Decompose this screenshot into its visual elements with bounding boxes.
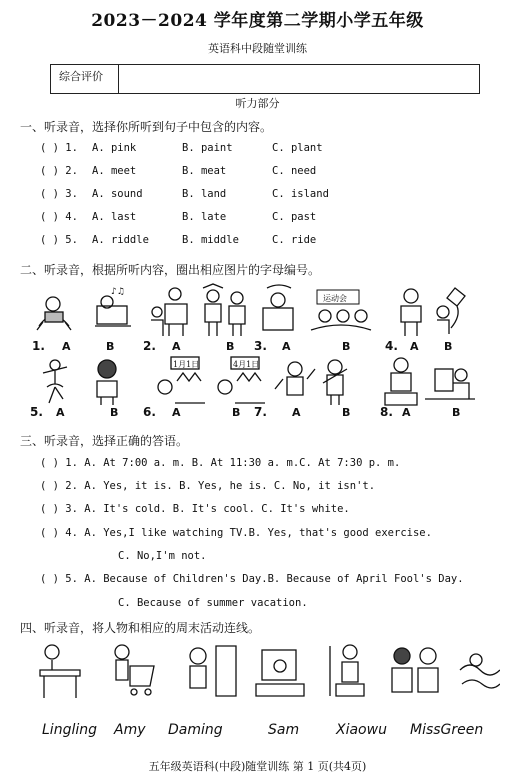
person-name: MissGreen <box>410 722 484 738</box>
section-label: 听力部分 <box>235 97 280 110</box>
part3-line: C. No,I'm not. <box>118 550 207 562</box>
picture-strip-2 <box>25 353 485 411</box>
option-a: A. sound <box>92 188 143 200</box>
picture-choice-letter[interactable]: A <box>402 406 411 419</box>
question-number[interactable]: ( ) 1. <box>40 142 78 154</box>
option-c: C. ride <box>272 234 317 246</box>
evaluation-field[interactable] <box>119 65 479 93</box>
part3-heading: 三、听录音，选择正确的答语。 <box>20 434 189 448</box>
picture-question-number: 4. <box>385 339 398 353</box>
picture-question-number: 3. <box>254 339 267 353</box>
picture-choice-letter[interactable]: A <box>62 340 71 353</box>
page-footer: 五年级英语科(中段)随堂训练 第 1 页(共4页) <box>148 760 367 773</box>
option-c: C. past <box>272 211 317 223</box>
person-name: Daming <box>168 722 223 738</box>
part3-line: ( ) 3. A. It's cold. B. It's cool. C. It's white. <box>40 503 350 515</box>
person-name: Xiaowu <box>336 722 387 738</box>
picture-choice-letter[interactable]: B <box>232 406 241 419</box>
date-sign-1: 1月1日 <box>173 360 200 369</box>
question-number[interactable]: ( ) 5. <box>40 234 78 246</box>
picture-choice-letter[interactable]: B <box>444 340 453 353</box>
picture-choice-letter[interactable]: B <box>452 406 461 419</box>
picture-choice-letter[interactable]: B <box>226 340 235 353</box>
part2-row2-pictures <box>25 353 485 411</box>
picture-choice-letter[interactable]: A <box>172 406 181 419</box>
picture-choice-letter[interactable]: A <box>282 340 291 353</box>
option-c: C. plant <box>272 142 323 154</box>
part3-line: C. Because of summer vacation. <box>118 597 308 609</box>
person-name: Lingling <box>42 722 97 738</box>
picture-question-number: 7. <box>254 405 267 419</box>
part3-line: ( ) 5. A. Because of Children's Day.B. Because of April Fool's Day. <box>40 573 464 585</box>
option-a: A. meet <box>92 165 137 177</box>
picture-question-number: 5. <box>30 405 43 419</box>
part4-pictures <box>30 640 500 704</box>
option-b: B. paint <box>182 142 233 154</box>
evaluation-label: 综合评价 <box>51 65 119 93</box>
part3-line: ( ) 1. A. At 7:00 a. m. B. At 11:30 a. m.C. At 7:30 p. m. <box>40 457 401 469</box>
picture-choice-letter[interactable]: A <box>56 406 65 419</box>
picture-question-number: 1. <box>32 339 45 353</box>
picture-choice-letter[interactable]: A <box>292 406 301 419</box>
question-number[interactable]: ( ) 4. <box>40 211 78 223</box>
activity-strip <box>30 640 500 704</box>
picture-question-number: 8. <box>380 405 393 419</box>
page-subtitle: 英语科中段随堂训练 <box>208 42 307 55</box>
part3-line: ( ) 4. A. Yes,I like watching TV.B. Yes, that's good exercise. <box>40 527 432 539</box>
part4-heading: 四、听录音，将人物和相应的周末活动连线。 <box>20 621 261 635</box>
option-b: B. late <box>182 211 227 223</box>
option-b: B. land <box>182 188 227 200</box>
sports-sign-text: 运动会 <box>323 294 347 303</box>
evaluation-box <box>50 64 480 94</box>
question-number[interactable]: ( ) 2. <box>40 165 78 177</box>
option-a: A. last <box>92 211 137 223</box>
picture-choice-letter[interactable]: B <box>342 340 351 353</box>
date-sign-2: 4月1日 <box>233 360 260 369</box>
picture-strip-1 <box>25 282 485 340</box>
person-name: Amy <box>114 722 146 738</box>
svg-text:♪♫: ♪♫ <box>111 287 125 297</box>
part1-heading: 一、听录音，选择你所听到句子中包含的内容。 <box>20 120 273 134</box>
part2-row1-pictures <box>25 282 485 340</box>
picture-choice-letter[interactable]: A <box>410 340 419 353</box>
option-b: B. meat <box>182 165 227 177</box>
picture-question-number: 6. <box>143 405 156 419</box>
picture-choice-letter[interactable]: A <box>172 340 181 353</box>
option-a: A. riddle <box>92 234 149 246</box>
option-c: C. need <box>272 165 317 177</box>
part3-line: ( ) 2. A. Yes, it is. B. Yes, he is. C. No, it isn't. <box>40 480 376 492</box>
picture-choice-letter[interactable]: B <box>106 340 115 353</box>
option-b: B. middle <box>182 234 239 246</box>
picture-choice-letter[interactable]: B <box>110 406 119 419</box>
part2-heading: 二、听录音，根据所听内容，圈出相应图片的字母编号。 <box>20 263 321 277</box>
question-number[interactable]: ( ) 3. <box>40 188 78 200</box>
page-title: 2023－2024 学年度第二学期小学五年级 <box>91 11 424 31</box>
option-a: A. pink <box>92 142 137 154</box>
person-name: Sam <box>268 722 300 738</box>
picture-question-number: 2. <box>143 339 156 353</box>
option-c: C. island <box>272 188 329 200</box>
picture-choice-letter[interactable]: B <box>342 406 351 419</box>
